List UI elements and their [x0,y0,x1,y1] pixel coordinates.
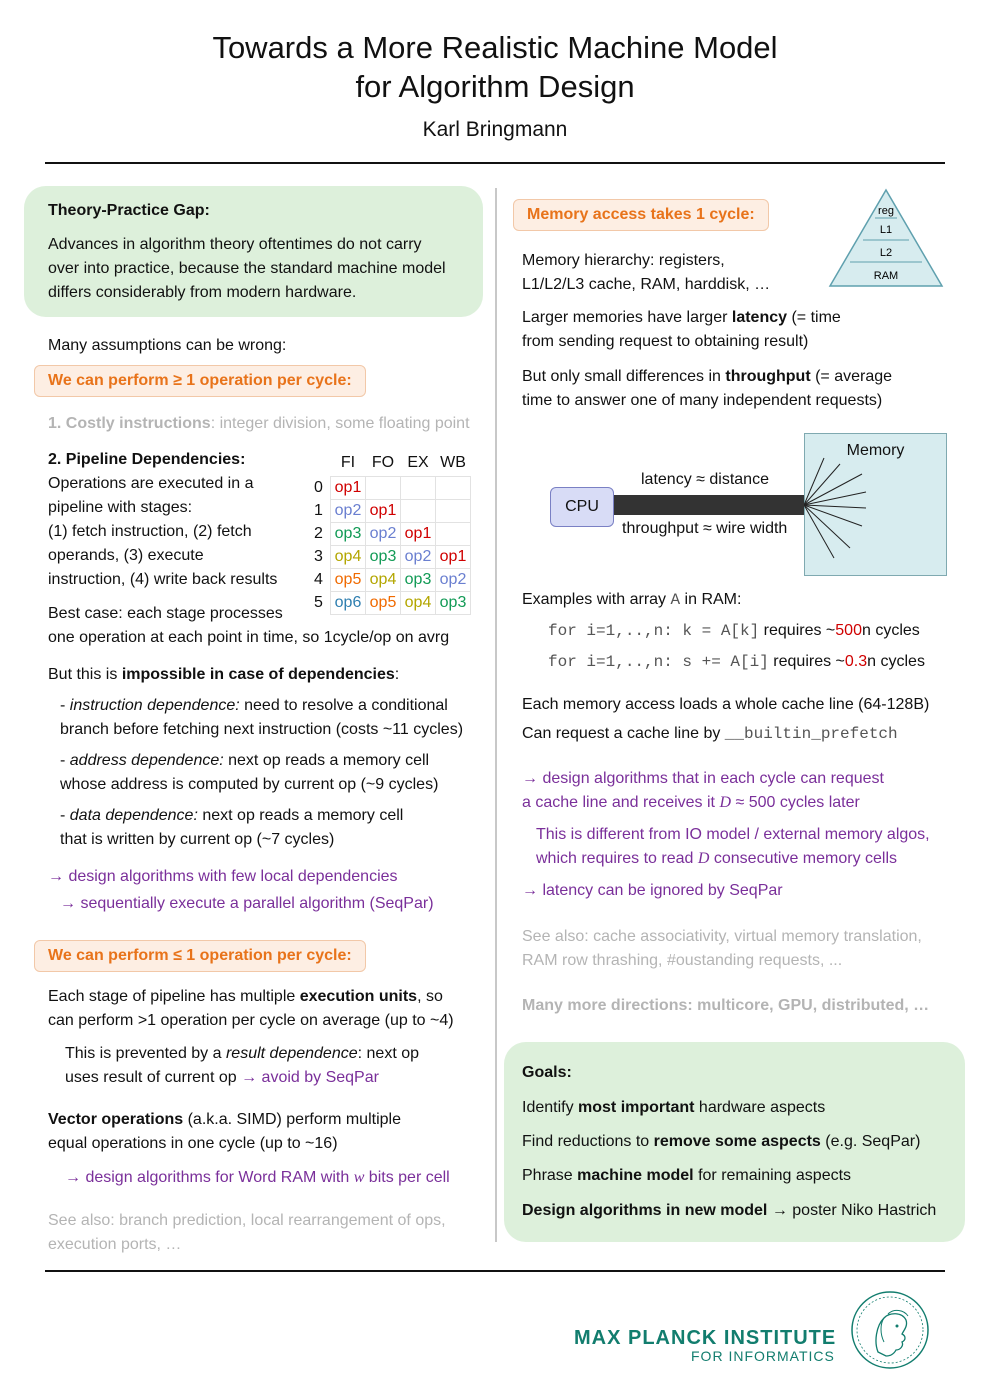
pipeline-cell [401,477,436,500]
pipeline-line-1: Operations are executed in a [48,475,254,492]
pipeline-cell: op4 [366,569,401,592]
see-also-left-2: execution ports, … [48,1236,182,1253]
goal-2: Find reductions to remove some aspects (e.g. SeqPar) [522,1133,921,1150]
io-model-line-2: which requires to read D consecutive memory cells [536,850,898,867]
best-case-line-2: one operation at each point in time, so 1cycle/op on avrg [48,629,450,646]
dep-data-line-2: that is written by current op (~7 cycles) [60,831,335,848]
title-line-2: for Algorithm Design [355,69,635,104]
pyramid-level: RAM [873,270,899,282]
minerva-logo-icon [850,1290,930,1370]
dep-data: - data dependence: next op reads a memory cell [60,807,404,824]
pipeline-cell: op1 [436,546,471,569]
pipeline-cell: op6 [331,592,366,615]
pipeline-cell: op3 [436,592,471,615]
pipeline-cell: op5 [366,592,401,615]
throughput-line-2: time to answer one of many independent requests) [522,392,883,409]
design-seqpar: → sequentially execute a parallel algorithm (SeqPar) [60,895,434,912]
design-cache-line-1: → design algorithms that in each cycle can request [522,770,884,787]
pipeline-cell [436,500,471,523]
section-le-symbol: ≤ 1 [173,947,196,964]
impossible-text: But this is impossible in case of dependencies: [48,666,400,683]
see-also-right-1: See also: cache associativity, virtual memory translation, [522,928,922,945]
costly-text: : integer division, some floating point [210,415,470,432]
cpu-box: CPU [550,487,614,527]
bottom-divider [45,1270,945,1272]
pipeline-col-header: FI [340,454,356,471]
institute-name: MAX PLANCK INSTITUTE [574,1327,837,1349]
theory-gap-line-1: Advances in algorithm theory oftentimes do not carry [48,236,422,253]
pipeline-row [314,500,471,523]
pipeline-row-label: 5 [314,594,323,611]
pipeline-col-header: FO [371,454,395,471]
top-divider [45,162,945,164]
result-dep-line-2: uses result of current op → avoid by SeqPar [65,1069,379,1086]
pipeline-cell: op1 [366,500,401,523]
pipeline-cell: op2 [401,546,436,569]
goal-4: Design algorithms in new model → poster Niko Hastrich [522,1202,937,1219]
dep-instruction-line-2: branch before fetching next instruction (costs ~11 cycles) [60,721,464,738]
hierarchy-line-1: Memory hierarchy: registers, [522,252,725,269]
costly-label: 1. Costly instructions [48,415,211,432]
column-divider [495,188,497,1242]
theory-gap-line-3: differs considerably from modern hardware. [48,284,357,301]
pipeline-row [314,546,471,569]
goal-3: Phrase machine model for remaining aspects [522,1167,852,1184]
pipeline-line-3: (1) fetch instruction, (2) fetch [48,523,252,540]
avoid-seqpar: → avoid by SeqPar [241,1069,379,1086]
latency-line-1: Larger memories have larger latency (= time [522,309,841,326]
pipeline-cell: op1 [331,477,366,500]
dep-address-line-2: whose address is computed by current op (~9 cycles) [60,776,439,793]
throughput-width-label: throughput ≈ wire width [622,520,788,537]
dep-name: address dependence: [69,752,224,769]
example-1: for i=1,..,n: k = A[k] requires ~500n cycles [548,622,920,640]
section-memory-access: Memory access takes 1 cycle: [513,199,769,231]
io-model-line-1: This is different from IO model / external memory algos, [536,826,930,843]
section-ge-prefix: We can perform [48,372,174,389]
latency-distance-label: latency ≈ distance [641,471,769,488]
theory-gap-heading: Theory-Practice Gap: [48,202,210,219]
vector-line-1: Vector operations (a.k.a. SIMD) perform multiple [48,1111,401,1128]
dep-instruction: - instruction dependence: need to resolve a conditional [60,697,448,714]
section-ge-symbol: ≥ 1 [173,372,196,389]
design-few-deps: → design algorithms with few local dependencies [48,868,398,885]
pipeline-line-4: operands, (3) execute [48,547,204,564]
design-word-ram: → design algorithms for Word RAM with w bits per cell [65,1169,450,1186]
section-le-one-op: We can perform ≤ 1 operation per cycle: [34,940,366,972]
pipeline-line-2: pipeline with stages: [48,499,193,516]
pipeline-cell: op3 [366,546,401,569]
pipeline-row-label: 2 [314,525,323,542]
dep-name: instruction dependence: [69,697,240,714]
exec-units-line-2: can perform >1 operation per cycle on average (up to ~4) [48,1012,454,1029]
examples-heading: Examples with array A in RAM: [522,591,742,609]
assumptions-text: Many assumptions can be wrong: [48,337,287,354]
pipeline-cell: op2 [366,523,401,546]
hierarchy-line-2: L1/L2/L3 cache, RAM, harddisk, … [522,276,771,293]
memory-wires [800,450,870,570]
more-directions: Many more directions: multicore, GPU, distributed, … [522,997,930,1014]
pipeline-row-label: 0 [314,479,323,496]
memory-label: Memory [846,442,905,459]
pyramid-level: L2 [879,247,893,259]
goals-heading: Goals: [522,1064,572,1081]
pipeline-cell [436,523,471,546]
cache-line-text: Each memory access loads a whole cache line (64-128B) [522,696,930,713]
pipeline-row-label: 4 [314,571,323,588]
best-case-line-1: Best case: each stage processes [48,605,283,622]
pipeline-row-label: 1 [314,502,323,519]
pipeline-cell: op4 [401,592,436,615]
result-dep-line-1: This is prevented by a result dependence: next op [65,1045,419,1062]
costly-instructions [48,412,470,436]
dep-address: - address dependence: next op reads a memory cell [60,752,430,769]
pipeline-row [314,523,471,546]
latency-ignored: → latency can be ignored by SeqPar [522,882,783,899]
dep-name: data dependence: [69,807,198,824]
theory-gap-line-2: over into practice, because the standard machine model [48,260,446,277]
pipeline-cell: op3 [331,523,366,546]
pipeline-row [314,569,471,592]
memory-pyramid [828,188,944,288]
pipeline-col-header: WB [440,454,466,471]
pipeline-table [314,450,471,615]
section-ge-one-op [34,365,366,397]
pipeline-cell: op2 [331,500,366,523]
institute-subtitle: FOR INFORMATICS [691,1348,835,1364]
pipeline-cell [401,500,436,523]
see-also-right-2: RAM row thrashing, #oustanding requests, ... [522,952,843,969]
vector-line-2: equal operations in one cycle (up to ~16) [48,1135,338,1152]
see-also-left-1: See also: branch prediction, local rearrangement of ops, [48,1212,446,1229]
example-2: for i=1,..,n: s += A[i] requires ~0.3n cycles [548,653,925,671]
pyramid-level: reg [878,205,894,217]
throughput-line-1: But only small differences in throughput (= average [522,368,893,385]
pipeline-col-header: EX [407,454,429,471]
exec-units-line-1: Each stage of pipeline has multiple execution units, so [48,988,443,1005]
prefetch-text: Can request a cache line by __builtin_prefetch [522,725,898,743]
pipeline-heading: 2. Pipeline Dependencies: [48,451,246,468]
memory-bus-bar [612,495,804,515]
pipeline-row-label: 3 [314,548,323,565]
author: Karl Bringmann [422,118,568,141]
pipeline-row [314,477,471,500]
pyramid-level: L1 [879,224,893,236]
pipeline-cell: op5 [331,569,366,592]
goal-1: Identify most important hardware aspects [522,1099,826,1116]
pipeline-cell: op2 [436,569,471,592]
latency-line-2: from sending request to obtaining result) [522,333,809,350]
pipeline-cell [436,477,471,500]
section-ge-suffix: operation per cycle: [195,372,352,389]
pipeline-cell: op4 [331,546,366,569]
design-cache-line-2: a cache line and receives it D ≈ 500 cycles later [522,794,860,811]
pipeline-line-5: instruction, (4) write back results [48,571,278,588]
pipeline-cell: op3 [401,569,436,592]
pipeline-cell [366,477,401,500]
pipeline-cell: op1 [401,523,436,546]
pipeline-row [314,592,471,615]
impossible-bold: impossible in case of dependencies [121,666,395,683]
title-line-1: Towards a More Realistic Machine Model [212,30,778,65]
